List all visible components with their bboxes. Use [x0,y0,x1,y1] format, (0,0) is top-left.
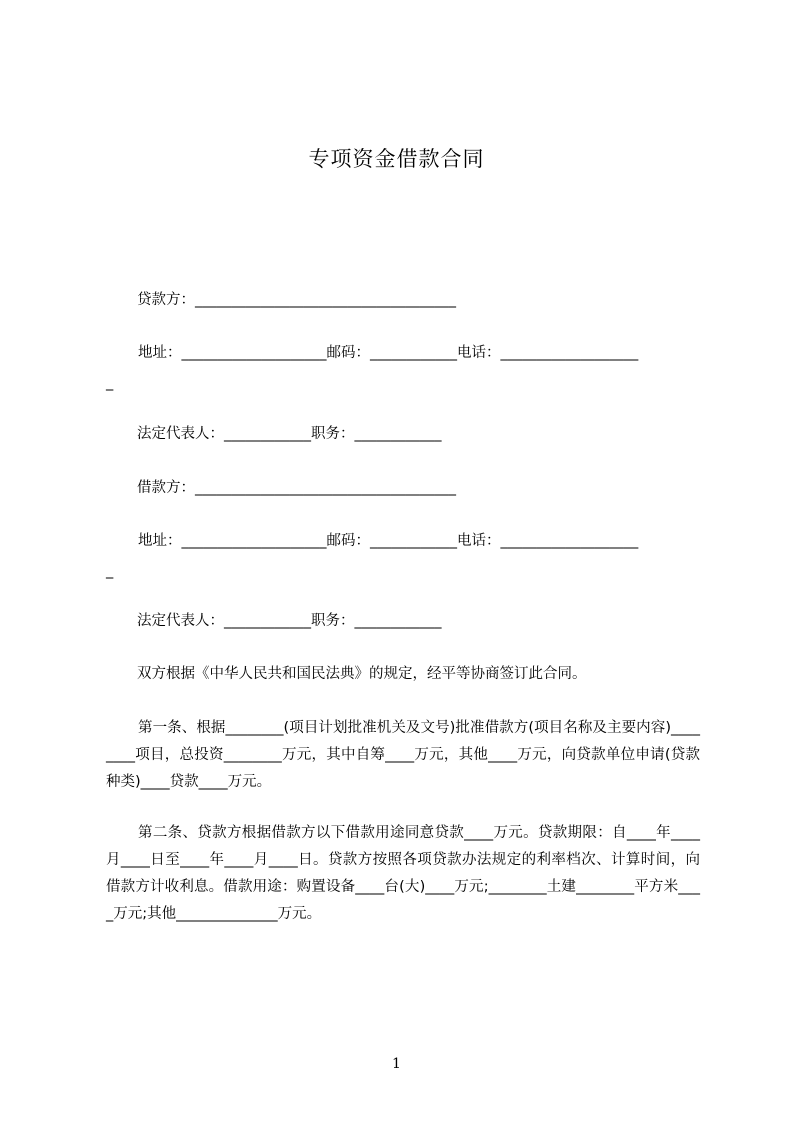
article-2-paragraph: 第二条、贷款方根据借款方以下借款用途同意贷款____万元。贷款期限：自____年____月____日至____年____月____日。贷款方按照各项贷款办法规定的利率档次、计算时间，向借款方计收利息。借款用途：购置设备____台(大)____万元;________土建________平方米____万元;其他______________万元。 [106,825,700,922]
intro-paragraph: 双方根据《中华人民共和国民法典》的规定，经平等协商签订此合同。 [137,666,587,682]
lender-address-line: 地址：____________________邮码：____________电话：___________________ [138,345,639,361]
lender-name-line: 贷款方：____________________________________ [137,292,456,308]
borrower-name-line: 借款方：____________________________________ [137,480,456,496]
borrower-address-overflow: _ [106,563,114,579]
page-number: 1 [392,1056,401,1072]
lender-address-overflow: _ [106,375,114,391]
page-title: 专项资金借款合同 [308,147,485,171]
lender-rep-line: 法定代表人：____________职务：____________ [137,426,442,442]
borrower-rep-line: 法定代表人：____________职务：____________ [137,613,442,629]
borrower-address-line: 地址：____________________邮码：____________电话：___________________ [138,533,639,549]
article-1-paragraph: 第一条、根据________(项目计划批准机关及文号)批准借款方(项目名称及主要内容)________项目，总投资________万元，其中自筹____万元，其他____万元，向贷款单位申请(贷款种类)____贷款____万元。 [106,720,700,790]
